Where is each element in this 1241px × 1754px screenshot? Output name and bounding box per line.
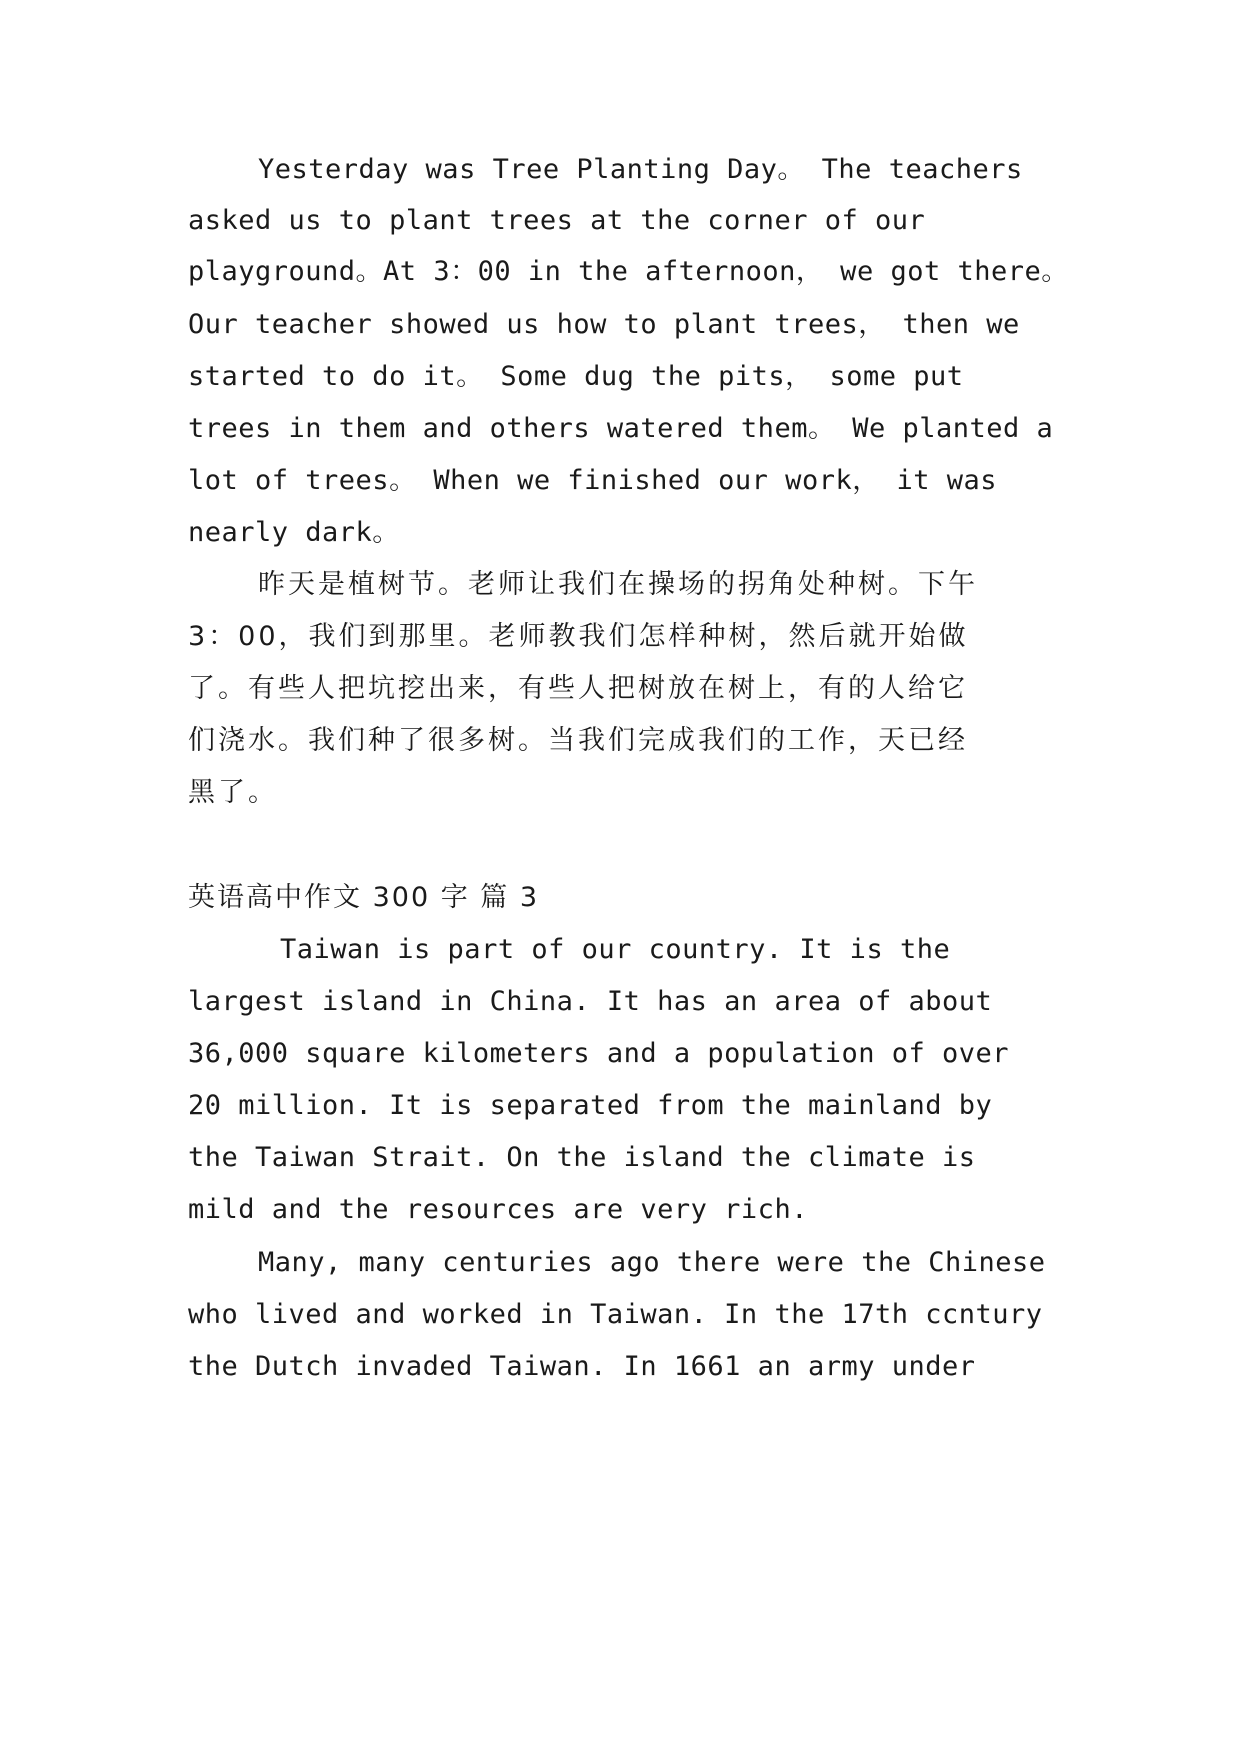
text-line: Our teacher showed us how to plant trees， then we <box>188 309 1020 340</box>
text-line: Taiwan is part of our country. It is the <box>280 934 951 965</box>
text-line: the Taiwan Strait. On the island the climate is <box>188 1142 976 1173</box>
text-line: asked us to plant trees at the corner of our <box>188 205 926 236</box>
text-line: lot of trees。 When we finished our work， it was <box>188 465 997 496</box>
section-heading: 英语高中作文 300 字 篇 3 <box>188 882 540 913</box>
text-line: trees in them and others watered them。 We planted a <box>188 413 1054 444</box>
text-line: 36,000 square kilometers and a population of over <box>188 1038 1010 1069</box>
text-line: Yesterday was Tree Planting Day。 The teachers <box>258 154 1023 185</box>
translation-line: 昨天是植树节。老师让我们在操场的拐角处种树。下午 <box>258 569 978 600</box>
text-line: playground。At 3：00 in the afternoon， we got there。 <box>188 256 1069 287</box>
translation-line: 们浇水。我们种了很多树。当我们完成我们的工作，天已经 <box>188 725 968 756</box>
text-line: who lived and worked in Taiwan. In the 17th ccntury <box>188 1299 1043 1330</box>
translation-line: 黑了。 <box>188 777 278 808</box>
text-line: 20 million. It is separated from the mainland by <box>188 1090 993 1121</box>
text-line: Many, many centuries ago there were the Chinese <box>258 1247 1046 1278</box>
text-line: the Dutch invaded Taiwan. In 1661 an army under <box>188 1351 976 1382</box>
text-line: nearly dark。 <box>188 517 400 548</box>
text-line: mild and the resources are very rich. <box>188 1194 808 1225</box>
text-line: started to do it。 Some dug the pits， some put <box>188 361 964 392</box>
translation-line: 3：00，我们到那里。老师教我们怎样种树，然后就开始做 <box>188 621 969 652</box>
translation-line: 了。有些人把坑挖出来，有些人把树放在树上，有的人给它 <box>188 673 968 704</box>
text-line: largest island in China. It has an area of about <box>188 986 993 1017</box>
